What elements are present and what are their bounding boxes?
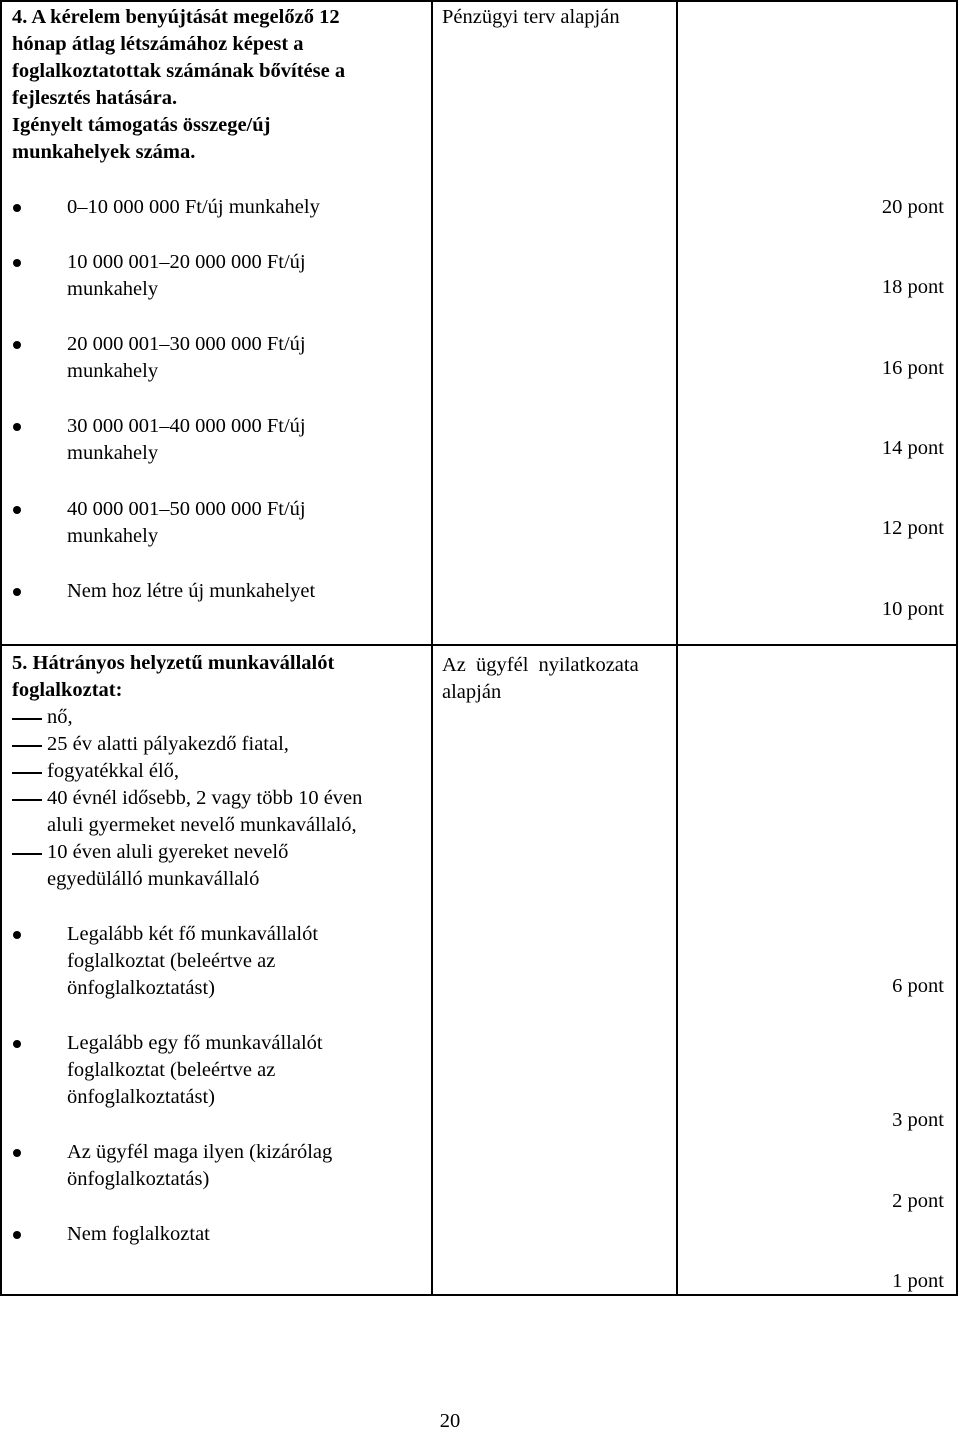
group-label: nő, [47,706,73,728]
page-number: 20 [439,1410,461,1432]
group-label: 25 év alatti pályakezdő fiatal, [47,733,289,755]
option-points: 1 pont [892,1270,944,1292]
option-label: 0–10 000 000 Ft/új munkahely [67,196,320,218]
bullet-icon [13,931,21,939]
option-points: 16 pont [881,357,944,379]
row4-title-line: Igényelt támogatás összege/új [12,114,271,136]
group-label: fogyatékkal élő, [47,760,180,782]
option-label: munkahely [67,278,159,300]
option-label: önfoglalkoztatás) [67,1168,210,1190]
bullet-icon [13,1040,21,1048]
row4-title-line: fejlesztés hatására. [12,87,178,109]
column-divider-2 [676,0,678,1296]
bullet-icon [13,204,21,212]
row4-title-line: 4. A kérelem benyújtását megelőző 12 [12,6,340,28]
table-border-right [956,0,958,1296]
option-points: 10 pont [881,598,944,620]
option-points: 3 pont [892,1109,944,1131]
option-label: munkahely [67,360,159,382]
row5-title-line: 5. Hátrányos helyzetű munkavállalót [12,652,335,674]
option-label: munkahely [67,525,159,547]
bullet-icon [13,341,21,349]
option-label: foglalkoztat (beleértve az [67,950,276,972]
option-label: munkahely [67,442,159,464]
row4-title-line: munkahelyek száma. [12,141,196,163]
option-label: önfoglalkoztatást) [67,1086,216,1108]
row4-basis: Pénzügyi terv alapján [442,6,620,28]
table-border-top [0,0,958,2]
option-label: 30 000 001–40 000 000 Ft/új [67,415,306,437]
group-label: aluli gyermeket nevelő munkavállaló, [47,814,357,836]
bullet-icon [13,1231,21,1239]
option-label: 20 000 001–30 000 000 Ft/új [67,333,306,355]
dash-icon [12,718,42,720]
bullet-icon [13,588,21,596]
option-points: 12 pont [881,517,944,539]
dash-icon [12,745,42,747]
row-divider [0,644,958,646]
bullet-icon [13,1149,21,1157]
option-label: foglalkoztat (beleértve az [67,1059,276,1081]
option-label: önfoglalkoztatást) [67,977,216,999]
group-label: 10 éven aluli gyereket nevelő [47,841,289,863]
row4-title-line: hónap átlag létszámához képest a [12,33,304,55]
option-label: Legalább két fő munkavállalót [67,923,319,945]
option-label: Nem foglalkoztat [67,1223,210,1245]
option-label: 10 000 001–20 000 000 Ft/új [67,251,306,273]
dash-icon [12,799,42,801]
bullet-icon [13,259,21,267]
option-points: 20 pont [881,196,944,218]
option-label: 40 000 001–50 000 000 Ft/új [67,498,306,520]
group-label: 40 évnél idősebb, 2 vagy több 10 éven [47,787,363,809]
table-border-bottom [0,1294,958,1296]
bullet-icon [13,423,21,431]
row5-basis-line: Az ügyfél nyilatkozata [442,654,639,676]
option-label: Az ügyfél maga ilyen (kizárólag [67,1141,333,1163]
dash-icon [12,772,42,774]
table-border-left [0,0,2,1296]
row5-basis-line: alapján [442,681,502,703]
group-label: egyedülálló munkavállaló [47,868,260,890]
option-label: Legalább egy fő munkavállalót [67,1032,323,1054]
dash-icon [12,853,42,855]
column-divider-1 [431,0,433,1296]
option-points: 18 pont [881,276,944,298]
row5-title-line: foglalkoztat: [12,679,123,701]
option-points: 6 pont [892,975,944,997]
bullet-icon [13,506,21,514]
row4-title-line: foglalkoztatottak számának bővítése a [12,60,346,82]
option-points: 2 pont [892,1190,944,1212]
option-points: 14 pont [881,437,944,459]
option-label: Nem hoz létre új munkahelyet [67,580,316,602]
